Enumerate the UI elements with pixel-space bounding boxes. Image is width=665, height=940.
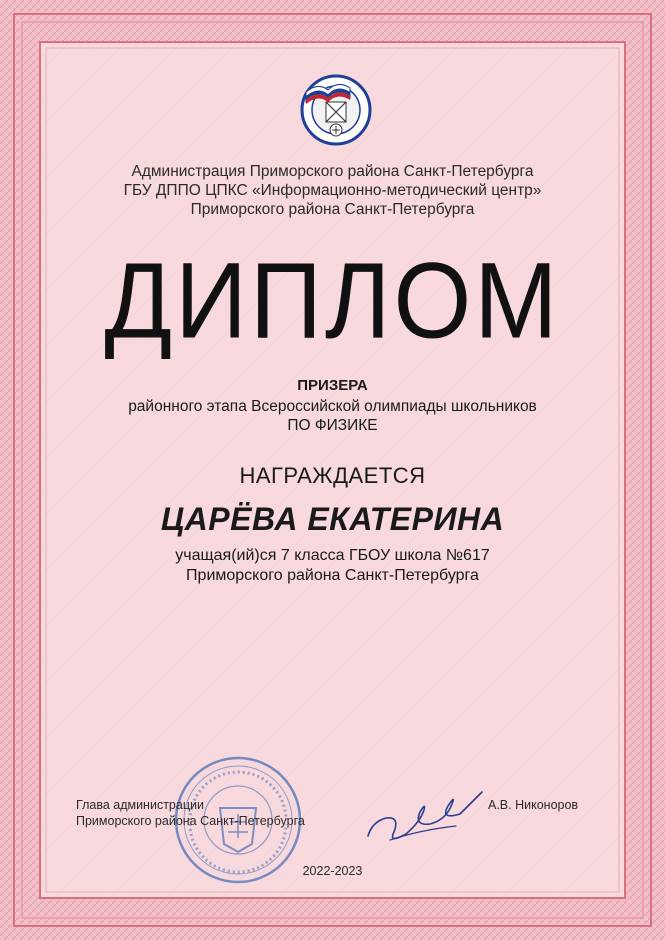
awarded-label: НАГРАЖДАЕТСЯ [239, 463, 426, 488]
recipient-school-line-2: Приморского района Санкт-Петербурга [186, 567, 479, 584]
award-subject: ПО ФИЗИКЕ [287, 417, 378, 434]
diploma-title: ДИПЛОМ [104, 240, 561, 362]
issuer-line-3: Приморского района Санкт-Петербурга [190, 201, 475, 218]
signature-icon [360, 782, 490, 852]
recipient-name: ЦАРЁВА ЕКАТЕРИНА [160, 501, 505, 537]
signatory-name: А.В. Никоноров [488, 798, 579, 812]
signatory-position-line-2: Приморского района Санкт-Петербурга [76, 814, 305, 828]
issuer-line-1: Администрация Приморского района Санкт-Петербурга [131, 163, 534, 180]
olympiad-emblem-icon [298, 72, 374, 148]
award-stage: районного этапа Всероссийской олимпиады школьников [128, 398, 537, 415]
issuer-line-2: ГБУ ДППО ЦПКС «Информационно-методический центр» [123, 182, 542, 199]
award-status: ПРИЗЕРА [297, 377, 368, 394]
recipient-school-line-1: учащая(ий)ся 7 класса ГБОУ школа №617 [175, 547, 490, 564]
signatory-position-line-1: Глава администрации [76, 798, 204, 812]
academic-year: 2022-2023 [302, 864, 363, 878]
